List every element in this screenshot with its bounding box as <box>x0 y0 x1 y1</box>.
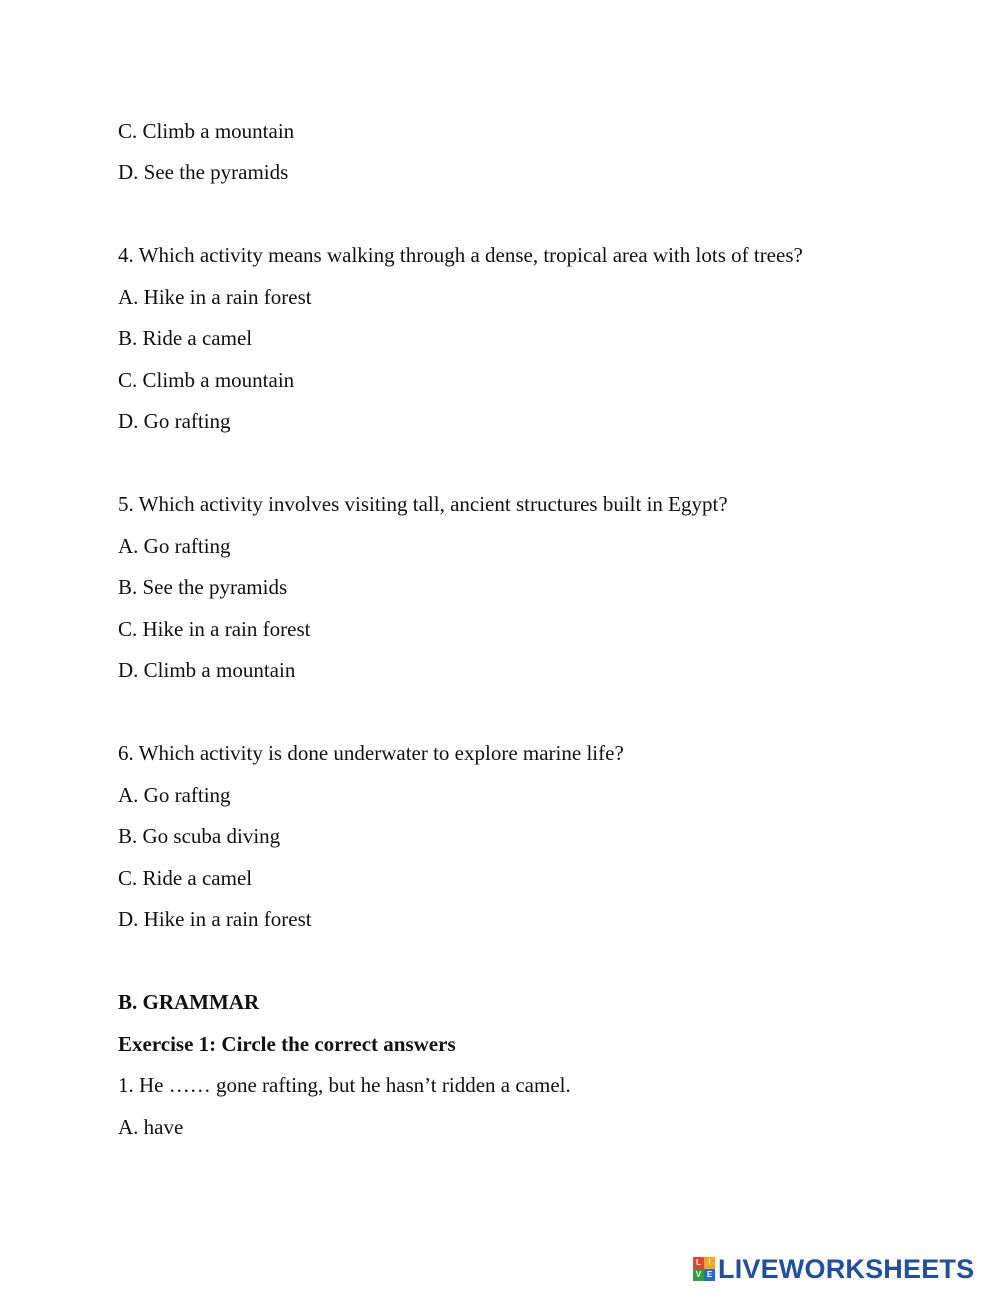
question-text: 6. Which activity is done underwater to explore marine life? <box>118 741 624 765</box>
answer-option: D. Climb a mountain <box>118 658 296 682</box>
answer-option: B. Ride a camel <box>118 326 253 350</box>
logo-mark-letter: E <box>704 1269 715 1281</box>
question-text: 4. Which activity means walking through a dense, tropical area with lots of trees? <box>118 243 803 267</box>
liveworksheets-logo[interactable] <box>693 1252 974 1286</box>
logo-mark-letter: V <box>693 1269 704 1281</box>
answer-option: C. Hike in a rain forest <box>118 617 311 641</box>
answer-option: D. Go rafting <box>118 409 231 433</box>
exercise-heading: Exercise 1: Circle the correct answers <box>118 1032 456 1056</box>
answer-option: C. Climb a mountain <box>118 368 295 392</box>
answer-option: A. Go rafting <box>118 783 231 807</box>
answer-option: C. Climb a mountain <box>118 119 295 143</box>
logo-text: LIVEWORKSHEETS <box>718 1254 975 1284</box>
logo-mark-icon <box>693 1257 715 1281</box>
answer-option: D. See the pyramids <box>118 160 289 184</box>
answer-option: B. Go scuba diving <box>118 824 281 848</box>
question-text: 5. Which activity involves visiting tall, ancient structures built in Egypt? <box>118 492 728 516</box>
answer-option: C. Ride a camel <box>118 866 253 890</box>
answer-option: A. Go rafting <box>118 534 231 558</box>
logo-mark-letter: I <box>704 1257 715 1269</box>
section-heading: B. GRAMMAR <box>118 990 260 1014</box>
answer-option: D. Hike in a rain forest <box>118 907 312 931</box>
answer-option: A. have <box>118 1115 184 1139</box>
answer-option: B. See the pyramids <box>118 575 288 599</box>
logo-mark-letter: L <box>693 1257 704 1269</box>
answer-option: A. Hike in a rain forest <box>118 285 312 309</box>
question-text: 1. He …… gone rafting, but he hasn’t ridden a camel. <box>118 1073 571 1097</box>
